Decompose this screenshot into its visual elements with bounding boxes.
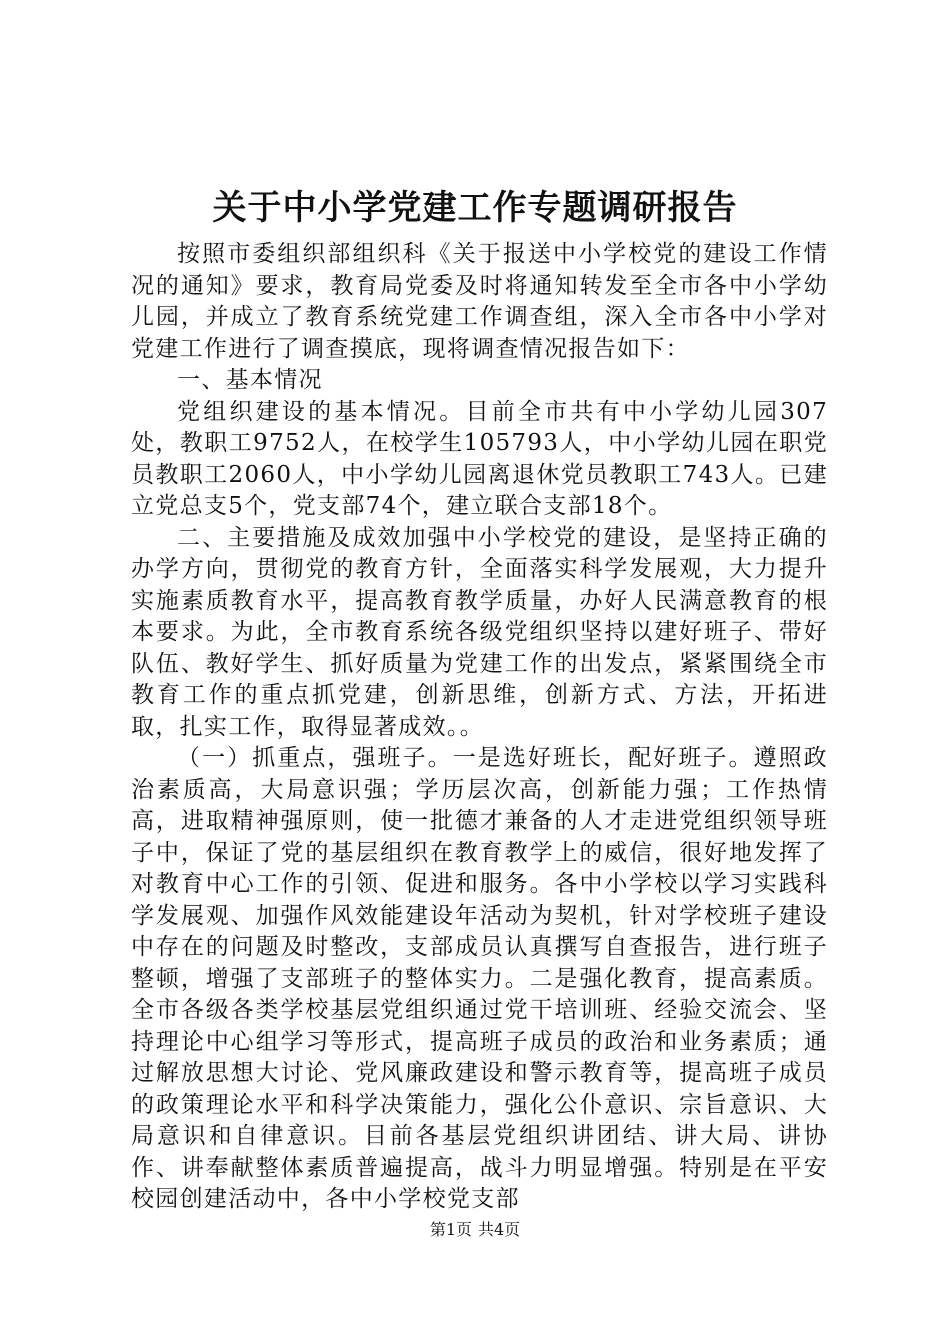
page-total: 共4页 — [478, 1220, 521, 1239]
paragraph-party-organization: 党组织建设的基本情况。目前全市共有中小学幼儿园307处，教职工9752人，在校学生105793人，中小学幼儿园在职党员教职工2060人，中小学幼儿园离退休党员教职工743人。已建立党总支5个，党支部74个，建立联合支部18个。 — [131, 398, 828, 519]
page-footer — [0, 1218, 950, 1242]
section-heading-basic-situation: 一、基本情况 — [177, 367, 323, 393]
paragraph-leadership-team: （一）抓重点，强班子。一是选好班长，配好班子。遵照政治素质高，大局意识强；学历层次高，创新能力强；工作热情高，进取精神强原则，使一批德才兼备的人才走进党组织领导班子中，保证了党的基层组织在教育教学上的威信，很好地发挥了对教育中心工作的引领、促进和服务。各中小学校以学习实践科学发展观、加强作风效能建设年活动为契机，针对学校班子建设中存在的问题及时整改，支部成员认真撰写自查报告，进行班子整顿，增强了支部班子的整体实力。二是强化教育，提高素质。全市各级各类学校基层党组织通过党干培训班、经验交流会、坚持理论中心组学习等形式，提高班子成员的政治和业务素质；通过解放思想大讨论、党风廉政建设和警示教育等，提高班子成员的政策理论水平和科学决策能力，强化公仆意识、宗旨意识、大局意识和自律意识。目前各基层党组织讲团结、讲大局、讲协作、讲奉献整体素质普遍提高，战斗力明显增强。特别是在平安校园创建活动中，各中小学校党支部 — [131, 745, 828, 1212]
document-title: 关于中小学党建工作专题调研报告 — [212, 188, 738, 228]
paragraph-measures-results: 二、主要措施及成效加强中小学校党的建设，是坚持正确的办学方向，贯彻党的教育方针，全面落实科学发展观，大力提升实施素质教育水平，提高教育教学质量，办好人民满意教育的根本要求。为此，全市教育系统各级党组织坚持以建好班子、带好队伍、教好学生、抓好质量为党建工作的出发点，紧紧围绕全市教育工作的重点抓党建，创新思维，创新方式、方法，开拓进取，扎实工作，取得显著成效。。 — [131, 524, 828, 740]
document-body — [131, 239, 828, 1216]
page-number: 第1页 — [429, 1220, 472, 1239]
paragraph-intro: 按照市委组织部组织科《关于报送中小学校党的建设工作情况的通知》要求，教育局党委及时将通知转发至全市各中小学幼儿园，并成立了教育系统党建工作调查组，深入全市各中小学对党建工作进行了调查摸底，现将调查情况报告如下： — [131, 241, 828, 362]
